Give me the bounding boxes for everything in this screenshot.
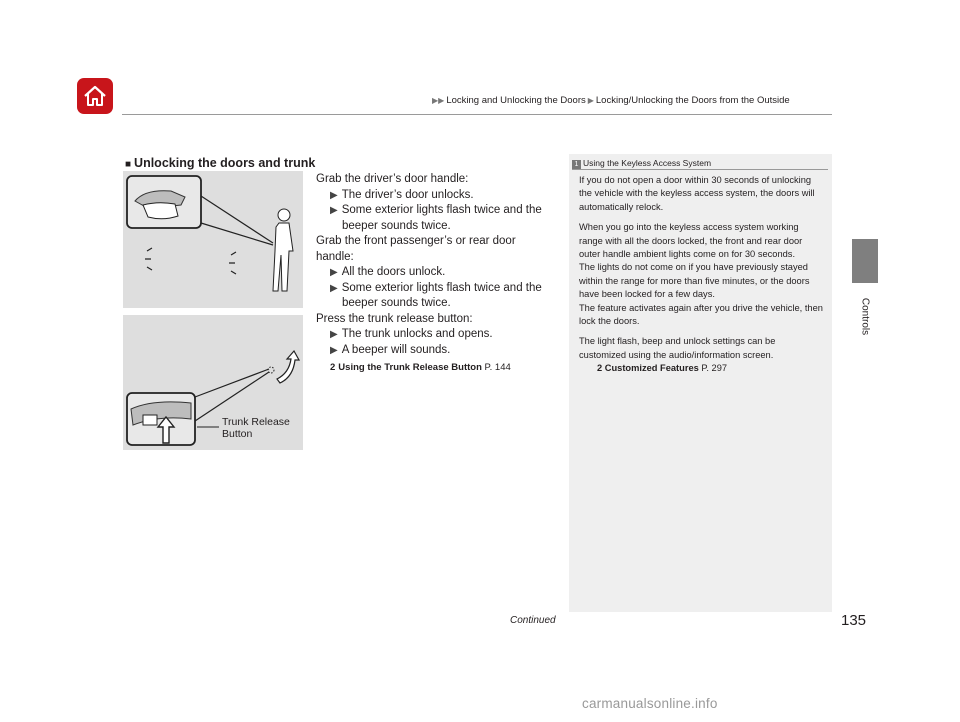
note-number-icon: 1: [572, 160, 581, 169]
sidebar-paragraph: The light flash, beep and unlock settings can be customized using the audio/information screen.: [579, 336, 776, 360]
arrow-bullet-icon: ▶: [330, 189, 338, 201]
result-bullet: ▶ All the doors unlock.: [330, 266, 446, 278]
arrow-bullet-icon: ▶: [330, 344, 338, 356]
customized-features-xref-link[interactable]: 2 Customized Features P. 297: [597, 363, 728, 374]
sidebar-body: [579, 174, 824, 376]
result-bullet: ▶ The trunk unlocks and opens.: [330, 328, 493, 340]
section-square-icon: ■: [125, 159, 132, 170]
arrow-bullet-icon: ▶: [330, 267, 338, 278]
sidebar-paragraph: If you do not open a door within 30 seconds of unlocking the vehicle with the keyless access system, the doors will automatically relock.: [579, 175, 815, 212]
breadcrumb-arrow-icon: ▶▶: [432, 96, 445, 105]
breadcrumb-arrow-icon: ▶: [587, 96, 594, 105]
chapter-label: Controls: [859, 297, 871, 336]
chapter-tab[interactable]: [852, 239, 878, 283]
result-bullet: ▶ Some exterior lights flash twice and the beeper sounds twice.: [330, 281, 542, 309]
breadcrumb-item-2[interactable]: Locking/Unlocking the Doors from the Outside: [595, 95, 790, 106]
result-bullet: ▶ The driver’s door unlocks.: [330, 188, 474, 201]
trunk-release-button-label: Trunk Release Button: [222, 416, 290, 440]
arrow-bullet-icon: ▶: [330, 205, 338, 216]
result-bullet: ▶ Some exterior lights flash twice and the beeper sounds twice.: [330, 204, 542, 232]
sidebar-paragraph: The feature activates again after you drive the vehicle, then lock the doors.: [579, 302, 823, 327]
result-bullet: ▶ A beeper will sounds.: [330, 343, 451, 356]
home-button[interactable]: [77, 78, 113, 114]
arrow-bullet-icon: ▶: [330, 282, 338, 294]
watermark-text[interactable]: carmanualsonline.info: [582, 696, 718, 711]
sidebar-paragraph: When you go into the keyless access system working range with all the doors locked, the front and rear door outer handle ambient lights come on for 30 seconds.: [579, 222, 803, 260]
header-divider: [122, 114, 832, 115]
breadcrumb: [430, 95, 790, 106]
page-number: 135: [841, 612, 867, 629]
sidebar-paragraph: The lights do not come on if you have previously stayed within the range for more than five minutes, or the doors have been locked for a few days.: [579, 262, 810, 300]
sidebar-divider: [572, 169, 828, 170]
instruction-text: Grab the front passenger’s or rear door handle:: [316, 235, 516, 263]
xref-icon: 2: [330, 362, 336, 373]
section-title: ■ Unlocking the doors and trunk: [125, 156, 316, 170]
home-icon: [82, 83, 108, 109]
instruction-text: Grab the driver’s door handle:: [316, 173, 469, 185]
arrow-bullet-icon: ▶: [330, 329, 338, 340]
main-instructions: [316, 172, 556, 376]
continued-label: Continued: [510, 615, 556, 626]
xref-icon: 2: [597, 363, 605, 374]
breadcrumb-item-1[interactable]: Locking and Unlocking the Doors: [446, 95, 586, 106]
sidebar-title: 1 Using the Keyless Access System: [572, 158, 711, 169]
instruction-text: Press the trunk release button:: [316, 312, 473, 325]
door-handle-illustration: [123, 171, 303, 308]
trunk-release-xref-link[interactable]: 2 Using the Trunk Release Button P. 144: [330, 362, 511, 373]
